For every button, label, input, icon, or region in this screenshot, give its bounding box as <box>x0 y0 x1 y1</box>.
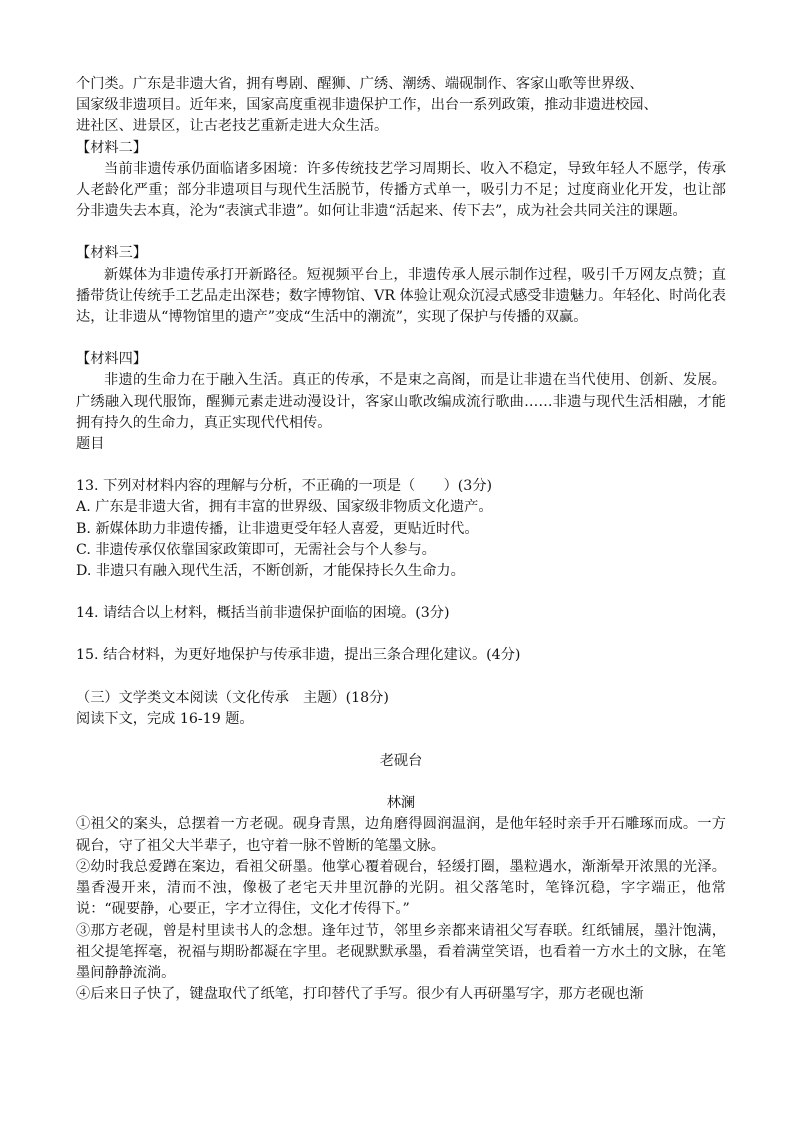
question-13-option-a: A. 广东是非遗大省，拥有丰富的世界级、国家级非物质文化遗产。 <box>76 499 493 516</box>
question-13-stem: 13. 下列对材料内容的理解与分析，不正确的一项是（ ）(3分) <box>76 478 493 495</box>
document-page <box>76 74 726 1005</box>
story-paragraph-3: ③那方老砚，曾是村里读书人的念想。逢年过节，邻里乡亲都来请祖父写春联。红纸铺展，墨汁饱满，祖父提笔挥毫，祝福与期盼都凝在字里。老砚默默承墨，看着满堂笑语，也看着一方水土的文脉，在笔墨间静静流淌。 <box>76 922 726 981</box>
story-paragraph-1: ①祖父的案头，总摆着一方老砚。砚身青黑，边角磨得圆润温润，是他年轻时亲手开石雕琢而成。一方砚台，守了祖父大半辈子，也守着一脉不曾断的笔墨文脉。 <box>76 816 726 854</box>
questions-label: 题目 <box>76 436 105 453</box>
question-15: 15. 结合材料，为更好地保护与传承非遗，提出三条合理化建议。(4分) <box>76 647 521 664</box>
material-3-text: 新媒体为非遗传承打开新路径。短视频平台上，非遗传承人展示制作过程，吸引千万网友点赞；直播带货让传统手工艺品走出深巷；数字博物馆、VR 体验让观众沉浸式感受非遗魅力。年轻化、时尚化表达，让非遗从“博物馆里的遗产”变成“生活中的潮流”，实现了保护与传播的双赢。 <box>76 266 726 326</box>
story-paragraph-4: ④后来日子快了，键盘取代了纸笔，打印替代了手写。很少有人再研墨写字，那方老砚也渐 <box>76 986 644 1003</box>
section-3-heading: （三）文学类文本阅读（文化传承 主题）(18分) <box>76 689 389 706</box>
material-2-text: 当前非遗传承仍面临诸多困境：许多传统技艺学习周期长、收入不稳定，导致年轻人不愿学，传承人老龄化严重；部分非遗项目与现代生活脱节，传播方式单一，吸引力不足；过度商业化开发，也让部分非遗失去本真，沦为“表演式非遗”。如何让非遗“活起来、传下去”，成为社会共同关注的课题。 <box>76 160 726 220</box>
question-13-option-b: B. 新媒体助力非遗传播，让非遗更受年轻人喜爱，更贴近时代。 <box>76 520 479 537</box>
material-3-heading: 【材料三】 <box>76 245 147 262</box>
question-13-option-d: D. 非遗只有融入现代生活，不断创新，才能保持长久生命力。 <box>76 563 465 580</box>
story-author: 林澜 <box>386 795 416 812</box>
intro-line-3: 进社区、进景区，让古老技艺重新走进大众生活。 <box>76 118 389 135</box>
material-4-heading: 【材料四】 <box>76 351 147 368</box>
story-title: 老砚台 <box>379 753 423 770</box>
question-14: 14. 请结合以上材料，概括当前非遗保护面临的困境。(3分) <box>76 605 450 622</box>
intro-line-2: 国家级非遗项目。近年来，国家高度重视非遗保护工作，出台一系列政策，推动非遗进校园、 <box>76 97 658 114</box>
material-4-text: 非遗的生命力在于融入生活。真正的传承，不是束之高阁，而是让非遗在当代使用、创新、发展。广绣融入现代服饰，醒狮元素走进动漫设计，客家山歌改编成流行歌曲……非遗与现代生活相融，才能拥有持久的生命力，真正实现代代相传。 <box>76 372 726 431</box>
section-3-instruction: 阅读下文，完成 16-19 题。 <box>76 710 254 727</box>
material-2-heading: 【材料二】 <box>76 139 147 156</box>
question-13-option-c: C. 非遗传承仅依靠国家政策即可，无需社会与个人参与。 <box>76 541 436 558</box>
story-paragraph-2: ②幼时我总爱蹲在案边，看祖父研墨。他掌心覆着砚台，轻缓打圈，墨粒遇水，渐渐晕开浓黑的光泽。墨香漫开来，清而不浊，像极了老宅天井里沉静的光阴。祖父落笔时，笔锋沉稳，字字端正，他常说：“砚要静，心要正，字才立得住，文化才传得下。” <box>76 858 726 918</box>
intro-line-1: 个门类。广东是非遗大省，拥有粤剧、醒狮、广绣、潮绣、端砚制作、客家山歌等世界级、 <box>76 76 644 92</box>
